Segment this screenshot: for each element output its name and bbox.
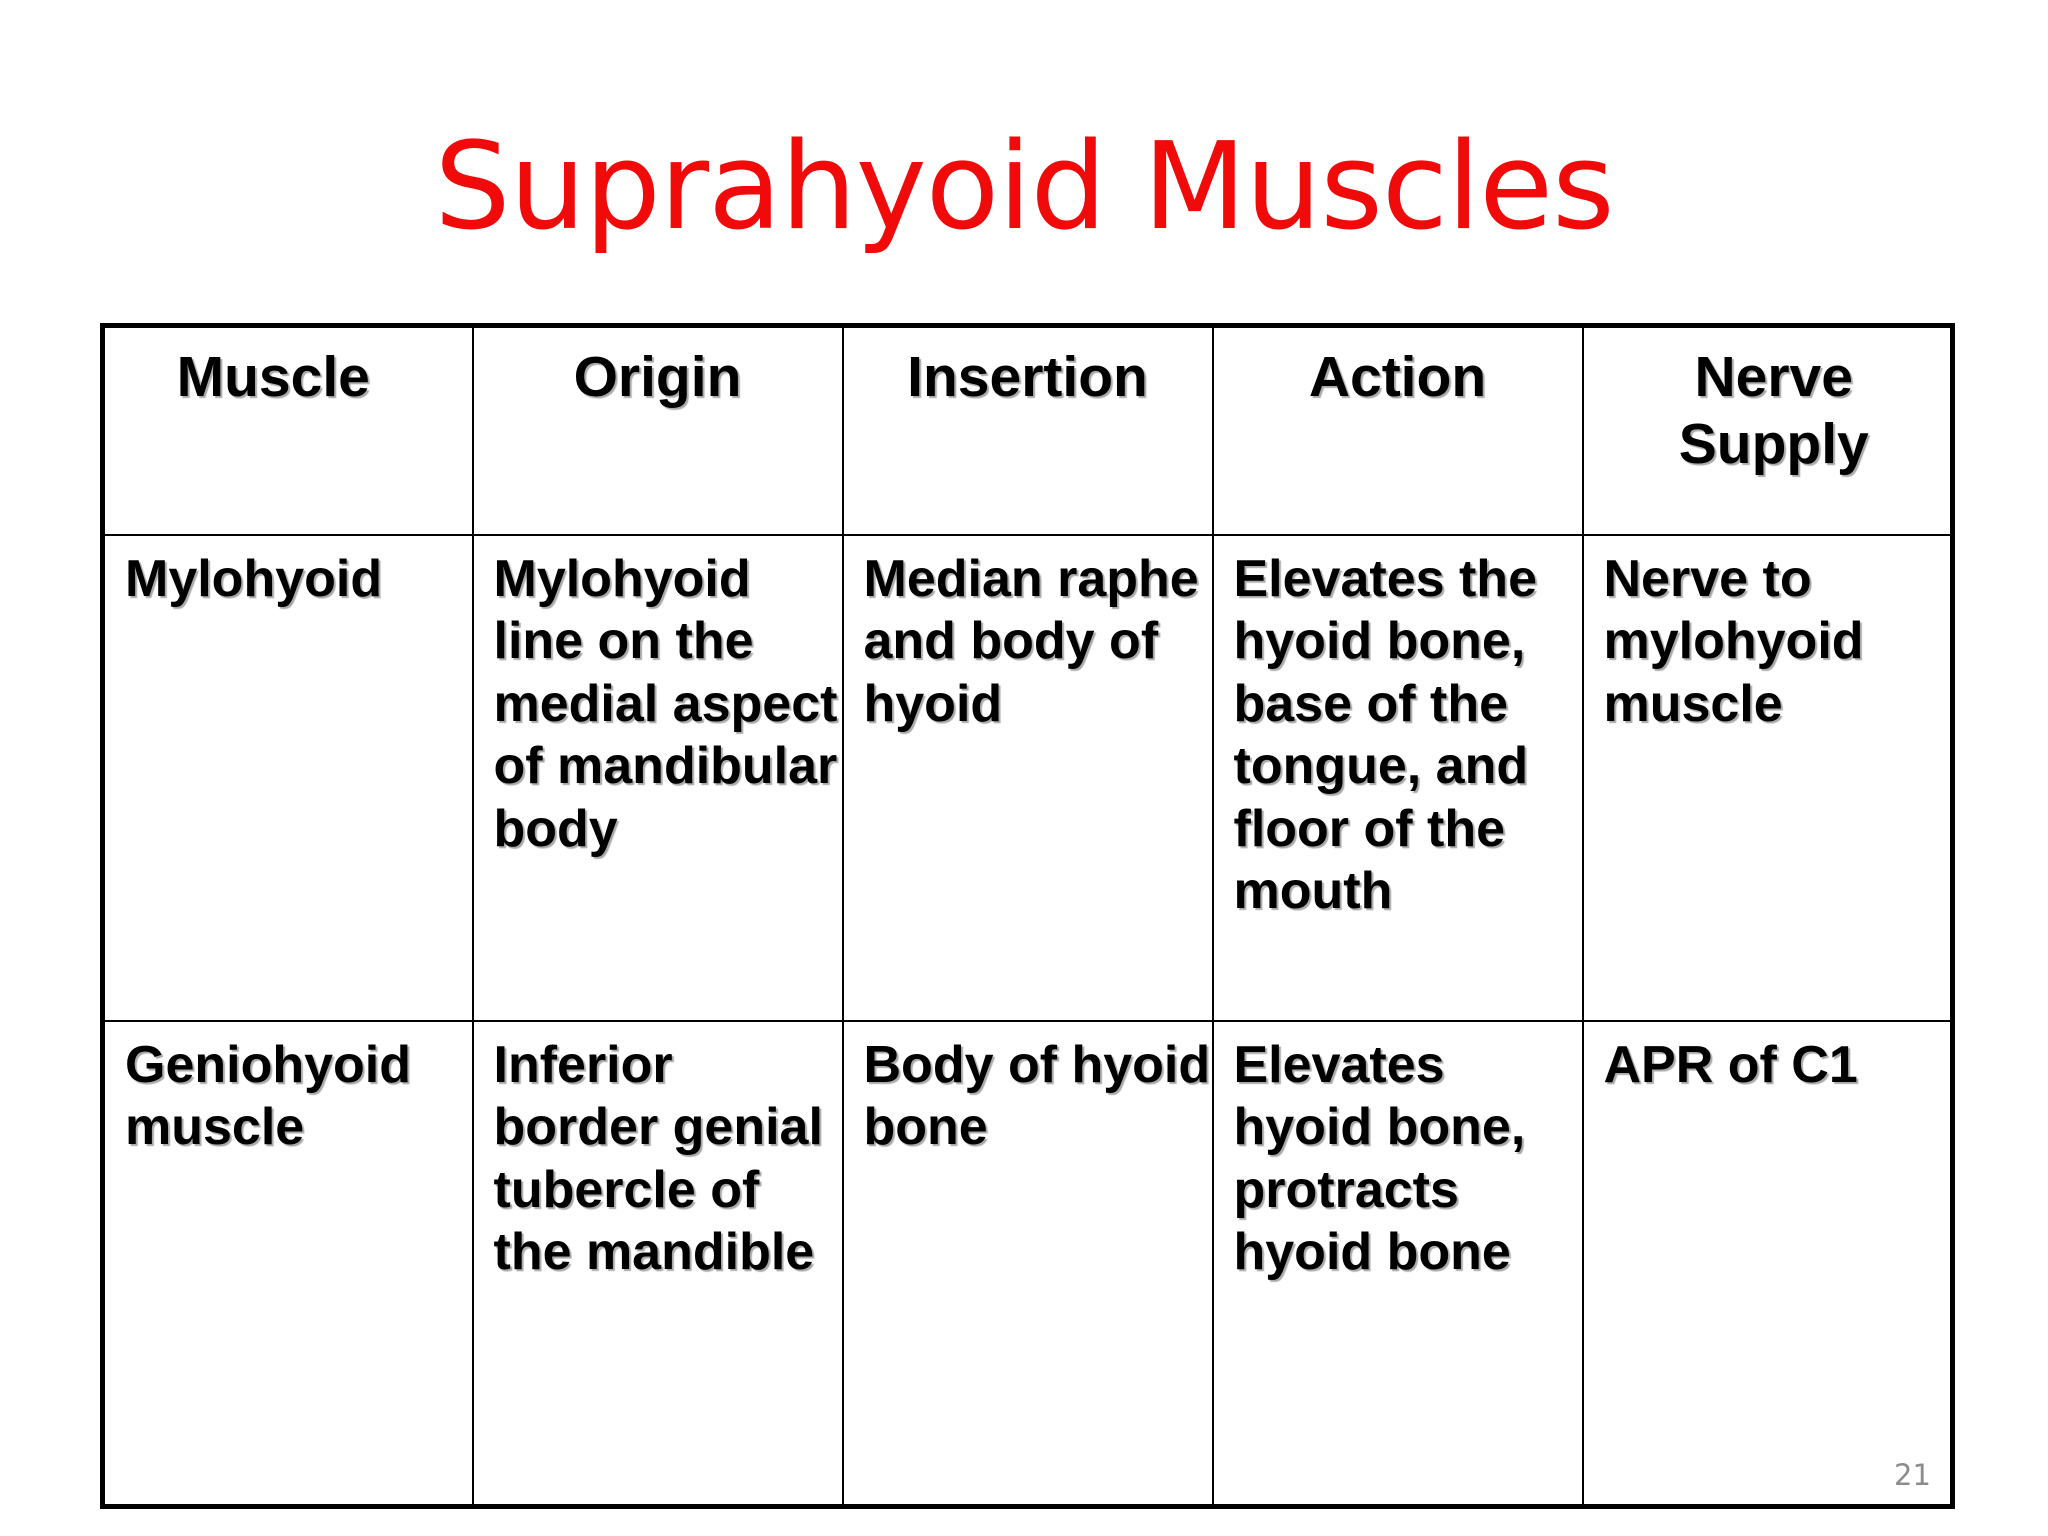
- page-number: 21: [1894, 1458, 1931, 1492]
- cell-nerve-supply: [1583, 1021, 1953, 1507]
- cell-muscle-text: Mylohyoid: [125, 550, 383, 608]
- cell-origin-text: Inferior border genial tubercle of the mandible: [493, 1036, 823, 1282]
- header-muscle-label: Muscle: [176, 345, 370, 409]
- table-header-row: [103, 326, 1953, 536]
- cell-origin: [473, 1021, 843, 1507]
- suprahyoid-table: [100, 323, 1955, 1509]
- cell-action-text: Elevates hyoid bone, protracts hyoid bone: [1233, 1036, 1526, 1282]
- cell-insertion-text: Median raphe and body of hyoid: [863, 550, 1199, 733]
- cell-action-text: Elevates the hyoid bone, base of the tongue, and floor of the mouth: [1233, 550, 1537, 920]
- header-nerve-supply-label: Nerve Supply: [1678, 345, 1869, 477]
- cell-insertion: [843, 1021, 1213, 1507]
- header-action-label: Action: [1308, 345, 1487, 409]
- header-insertion-label: Insertion: [907, 345, 1148, 409]
- cell-insertion-text: Body of hyoid bone: [863, 1036, 1211, 1157]
- cell-insertion: [843, 535, 1213, 1021]
- cell-muscle: [103, 535, 473, 1021]
- cell-nerve-supply-text: APR of C1: [1603, 1036, 1858, 1094]
- cell-action: [1213, 535, 1583, 1021]
- header-nerve-supply: [1583, 326, 1953, 536]
- header-origin: [473, 326, 843, 536]
- table-row: [103, 1021, 1953, 1507]
- cell-action: [1213, 1021, 1583, 1507]
- cell-muscle-text: Geniohyoid muscle: [125, 1036, 411, 1157]
- cell-muscle: [103, 1021, 473, 1507]
- cell-origin-text: Mylohyoid line on the medial aspect of mandibular body: [493, 550, 838, 858]
- slide-title: Suprahyoid Muscles: [434, 118, 1614, 257]
- table-row: [103, 535, 1953, 1021]
- header-origin-label: Origin: [573, 345, 742, 409]
- header-action: [1213, 326, 1583, 536]
- cell-nerve-supply-text: Nerve to mylohyoid muscle: [1603, 550, 1864, 733]
- cell-nerve-supply: [1583, 535, 1953, 1021]
- cell-origin: [473, 535, 843, 1021]
- header-muscle: [103, 326, 473, 536]
- header-insertion: [843, 326, 1213, 536]
